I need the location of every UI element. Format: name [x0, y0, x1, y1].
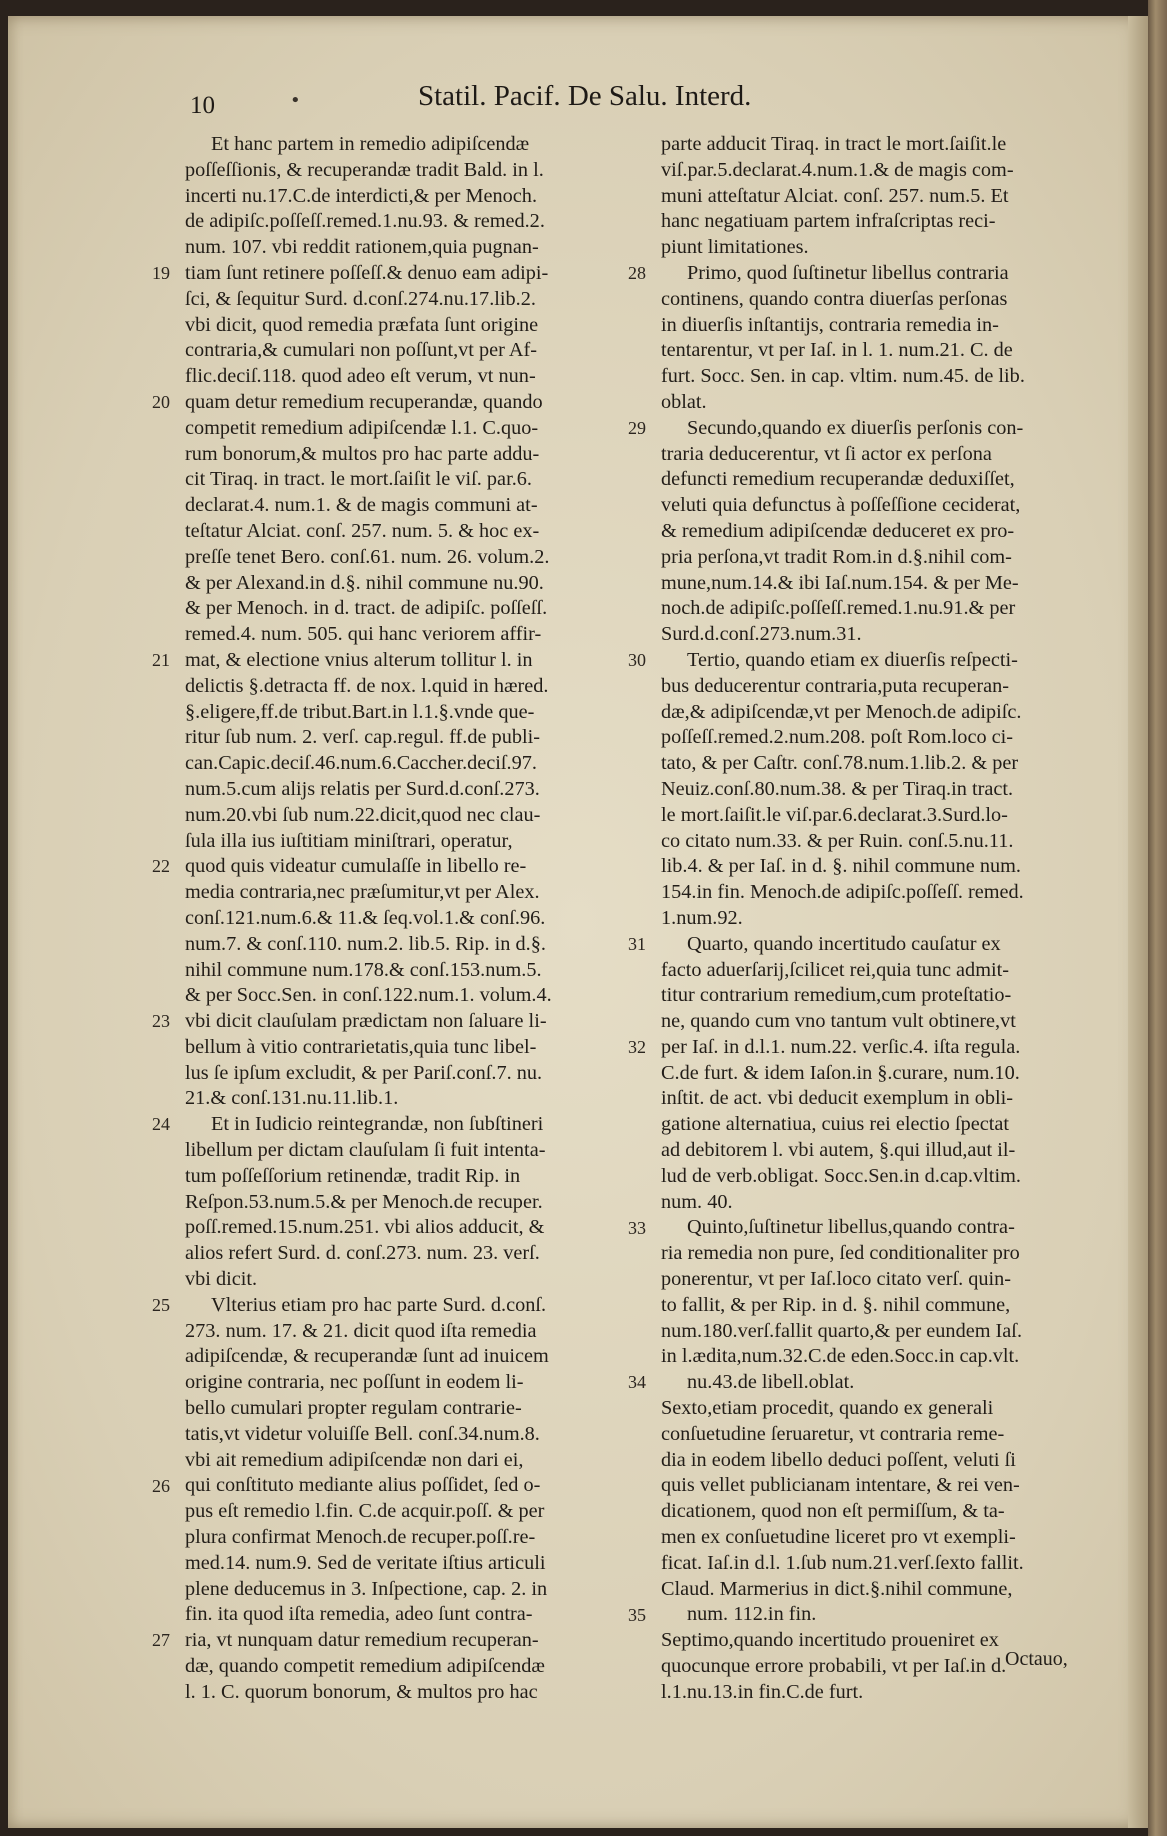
- text-line: & remedium adipiſcendæ deduceret ex pro-: [661, 519, 1015, 542]
- text-line: vbi ait remedium adipiſcendæ non dari ei,: [185, 1448, 524, 1471]
- text-line: per Iaſ. in d.l.1. num.22. verſic.4. iſta regula.: [661, 1035, 1021, 1058]
- text-line: dæ, quando competit remedium adipiſcendæ: [185, 1655, 545, 1678]
- adjacent-page-edge: [1148, 0, 1167, 1836]
- text-line: ſula illa ius iuſtitiam miniſtrari, operatur,: [185, 829, 513, 852]
- text-line: remed.4. num. 505. qui hanc veriorem affir-: [185, 623, 542, 646]
- text-line: Septimo,quando incertitudo proueniret ex: [661, 1629, 999, 1652]
- text-line: origine contraria, nec poſſunt in eodem li-: [185, 1371, 524, 1394]
- text-line: rum bonorum,& multos pro hac parte addu-: [185, 442, 540, 465]
- text-line: gatione alternatiua, cuius rei electio ſpectat: [661, 1113, 1009, 1136]
- text-line: media contraria,nec præſumitur,vt per Alex.: [185, 881, 540, 904]
- paragraph-number: 27: [152, 1630, 170, 1651]
- text-line: dia in eodem libello deduci poſſent, veluti ſi: [661, 1448, 1016, 1471]
- text-line: defuncti remedium recuperandæ deduxiſſet,: [661, 468, 1015, 491]
- running-title: Statil. Pacif. De Salu. Interd.: [418, 80, 752, 112]
- text-line: bus deducerentur contraria,puta recuperan-: [661, 674, 1009, 697]
- text-line: C.de furt. & idem Iaſon.in §.curare, num.10.: [661, 1061, 1020, 1084]
- paragraph-number: 23: [152, 1011, 170, 1032]
- text-line: tum poſſeſſorium retinendæ, tradit Rip. in: [185, 1164, 521, 1187]
- text-line: num. 107. vbi reddit rationem,quia pugnan-: [185, 236, 539, 259]
- text-line: num.20.vbi ſub num.22.dicit,quod nec clau-: [185, 803, 541, 826]
- folio-number: 10: [190, 92, 215, 119]
- text-line: num. 40.: [661, 1190, 733, 1213]
- text-line: vbi dicit clauſulam prædictam non ſaluare li-: [185, 1010, 547, 1033]
- text-line: pria perſona,vt tradit Rom.in d.§.nihil com-: [661, 545, 1012, 568]
- text-line: cit Tiraq. in tract. le mort.ſaiſit le viſ. par.6.: [185, 468, 532, 491]
- text-line: Sexto,etiam procedit, quando ex generali: [661, 1397, 994, 1420]
- text-line: Surd.d.conſ.273.num.31.: [661, 623, 862, 646]
- text-line: noch.de adipiſc.poſſeſſ.remed.1.nu.91.& per: [661, 597, 1016, 620]
- text-line: lib.4. & per Iaſ. in d. §. nihil commune num.: [661, 855, 1021, 878]
- text-line: alios refert Surd. d. conſ.273. num. 23. verſ.: [185, 1242, 540, 1265]
- text-line: nihil commune num.178.& conſ.153.num.5.: [185, 958, 542, 981]
- text-line: tiam ſunt retinere poſſeſſ.& denuo eam adipi-: [185, 261, 549, 284]
- right-text-column: [661, 132, 1106, 1706]
- text-line: men ex conſuetudine liceret pro vt exempli-: [661, 1526, 1016, 1549]
- text-line: Et in Iudicio reintegrandæ, non ſubſtineri: [211, 1113, 544, 1136]
- text-line: tatis,vt videtur voluiſſe Bell. conſ.34.num.8.: [185, 1422, 540, 1445]
- text-line: to fallit, & per Rip. in d. §. nihil commune,: [661, 1293, 1011, 1316]
- paragraph-number: 34: [628, 1372, 646, 1393]
- text-line: furt. Socc. Sen. in cap. vltim. num.45. de lib.: [661, 365, 1025, 388]
- text-line: libellum per dictam clauſulam ſi fuit intenta-: [185, 1139, 546, 1162]
- paragraph-number: 33: [628, 1217, 646, 1238]
- text-line: piunt limitationes.: [661, 236, 809, 259]
- text-line: quocunque errore probabili, vt per Iaſ.in d.: [661, 1655, 1007, 1678]
- text-line: l.1.nu.13.in fin.C.de furt.: [661, 1680, 864, 1703]
- paragraph-number: 19: [152, 263, 170, 283]
- text-line: quis vellet publicianam intentare, & rei ven-: [661, 1474, 1020, 1497]
- text-line: Et hanc partem in remedio adipiſcendæ: [211, 133, 530, 155]
- text-line: de adipiſc.poſſeſſ.remed.1.nu.93. & remed.2.: [185, 210, 545, 233]
- text-line: 21.& conſ.131.nu.11.lib.1.: [185, 1087, 399, 1110]
- text-line: preſſe tenet Bero. conſ.61. num. 26. volum.2.: [185, 545, 550, 568]
- text-line: plene deducemus in 3. Inſpectione, cap. 2. in: [185, 1577, 548, 1600]
- text-line: in diuerſis inſtantijs, contraria remedia in-: [661, 313, 999, 336]
- text-line: traria deducerentur, vt ſi actor ex perſona: [661, 442, 992, 465]
- paragraph-number: 24: [152, 1114, 170, 1135]
- text-line: vbi dicit.: [185, 1268, 258, 1291]
- left-text-column: [185, 132, 625, 1706]
- text-line: teſtatur Alciat. conſ. 257. num. 5. & hoc ex-: [185, 519, 540, 542]
- text-line: ponerentur, vt per Iaſ.loco citato verſ. quin-: [661, 1268, 1012, 1291]
- catchword: Octauo,: [1005, 1648, 1068, 1670]
- text-line: quam detur remedium recuperandæ, quando: [185, 390, 543, 413]
- text-line: ficat. Iaſ.in d.l. 1.ſub num.21.verſ.ſexto fallit.: [661, 1551, 1024, 1574]
- text-line: qui conſtituto mediante alius poſſidet, ſed o-: [185, 1474, 541, 1497]
- text-line: viſ.par.5.declarat.4.num.1.& de magis com-: [661, 158, 1014, 181]
- text-line: hanc negatiuam partem infraſcriptas reci-: [661, 210, 996, 233]
- text-line: §.eligere,ff.de tribut.Bart.in l.1.§.vnde que-: [185, 700, 535, 723]
- paragraph-number: 25: [152, 1295, 170, 1315]
- text-line: lud de verb.obligat. Socc.Sen.in d.cap.vltim.: [661, 1164, 1021, 1187]
- text-line: can.Capic.deciſ.46.num.6.Caccher.deciſ.97.: [185, 752, 537, 775]
- text-line: bellum à vitio contrarietatis,quia tunc libel-: [185, 1035, 537, 1058]
- text-line: incerti nu.17.C.de interdicti,& per Menoch.: [185, 184, 538, 207]
- text-line: plura confirmat Menoch.de recuper.poſſ.re-: [185, 1526, 536, 1549]
- paragraph-number: 31: [628, 933, 646, 954]
- text-line: 1.num.92.: [661, 906, 743, 929]
- text-line: nu.43.de libell.oblat.: [687, 1371, 855, 1394]
- text-line: Vlterius etiam pro hac parte Surd. d.conſ.: [211, 1293, 547, 1316]
- text-line: flic.deciſ.118. quod adeo eſt verum, vt nun-: [185, 365, 536, 388]
- text-line: ne, quando cum vno tantum vult obtinere,vt: [661, 1010, 1016, 1033]
- text-line: Secundo,quando ex diuerſis perſonis con-: [687, 416, 1024, 439]
- text-line: delictis §.detracta ff. de nox. l.quid in hæred.: [185, 674, 549, 697]
- text-line: tato, & per Caſtr. conſ.78.num.1.lib.2. & per: [661, 752, 1019, 775]
- text-line: mat, & electione vnius alterum tollitur l. in: [185, 648, 533, 671]
- text-line: muni atteſtatur Alciat. conſ. 257. num.5. Et: [661, 184, 1009, 207]
- paragraph-number: 26: [152, 1475, 170, 1496]
- paragraph-number: 28: [628, 263, 646, 283]
- text-line: adipiſcendæ, & recuperandæ ſunt ad inuicem: [185, 1345, 549, 1368]
- ink-mark: •: [290, 90, 301, 111]
- text-line: pus eſt remedio l.fin. C.de acquir.poſſ. & per: [185, 1500, 545, 1523]
- text-line: 154.in fin. Menoch.de adipiſc.poſſeſſ. remed.: [661, 881, 1024, 904]
- text-line: num. 112.in fin.: [687, 1603, 817, 1626]
- text-line: ad debitorem l. vbi autem, §.qui illud,aut il-: [661, 1139, 1016, 1162]
- text-line: & per Socc.Sen. in conſ.122.num.1. volum.4.: [185, 984, 552, 1007]
- text-line: oblat.: [661, 390, 707, 413]
- text-line: ria remedia non pure, ſed conditionaliter pro: [661, 1242, 1020, 1265]
- text-line: Neuiz.conſ.80.num.38. & per Tiraq.in tract.: [661, 777, 1014, 800]
- text-line: med.14. num.9. Sed de veritate iſtius articuli: [185, 1551, 546, 1574]
- text-line: fin. ita quod iſta remedia, adeo ſunt contra-: [185, 1603, 533, 1626]
- text-line: le mort.ſaiſit.le viſ.par.6.declarat.3.Surd.lo-: [661, 803, 1008, 826]
- text-line: ria, vt nunquam datur remedium recuperan-: [185, 1629, 539, 1652]
- text-line: lus ſe ipſum excludit, & per Pariſ.conſ.7. nu.: [185, 1061, 543, 1084]
- paragraph-number: 20: [152, 392, 170, 412]
- text-line: Tertio, quando etiam ex diuerſis reſpecti-: [687, 648, 1018, 671]
- text-line: num.5.cum alijs relatis per Surd.d.conſ.273.: [185, 777, 540, 800]
- text-line: bello cumulari propter regulam contrarie-: [185, 1397, 522, 1420]
- text-line: Claud. Marmerius in dict.§.nihil commune,: [661, 1577, 1013, 1600]
- text-line: l. 1. C. quorum bonorum, & multos pro hac: [185, 1680, 538, 1703]
- text-line: conſuetudine ſeruaretur, vt contraria reme-: [661, 1422, 1005, 1445]
- paragraph-number: 30: [628, 650, 646, 670]
- text-line: dicationem, quod non eſt permiſſum, & ta-: [661, 1500, 1005, 1523]
- text-line: facto aduerſarij,ſcilicet rei,quia tunc admit-: [661, 958, 1009, 981]
- paragraph-number: 29: [628, 417, 646, 438]
- text-line: poſſeſſ.remed.2.num.208. poſt Rom.loco ci-: [661, 726, 1014, 749]
- text-line: poſſ.remed.15.num.251. vbi alios adducit, &: [185, 1216, 545, 1239]
- text-line: 273. num. 17. & 21. dicit quod iſta remedia: [185, 1319, 537, 1342]
- text-line: Quarto, quando incertitudo cauſatur ex: [687, 932, 1001, 955]
- text-line: & per Menoch. in d. tract. de adipiſc. poſſeſſ.: [185, 597, 548, 620]
- text-line: parte adducit Tiraq. in tract le mort.ſaiſit.le: [661, 133, 1007, 155]
- text-line: vbi dicit, quod remedia præfata ſunt origine: [185, 313, 539, 336]
- text-line: dæ,& adipiſcendæ,vt per Menoch.de adipiſc.: [661, 700, 1022, 723]
- text-line: num.180.verſ.fallit quarto,& per eundem Iaſ.: [661, 1319, 1023, 1342]
- text-line: tentarentur, vt per Iaſ. in l. 1. num.21. C. de: [661, 339, 1013, 362]
- text-line: competit remedium adipiſcendæ l.1. C.quo-: [185, 416, 539, 439]
- text-line: contraria,& cumulari non poſſunt,vt per Af-: [185, 339, 538, 362]
- paragraph-number: 35: [628, 1604, 646, 1625]
- text-line: titur contrarium remedium,cum proteſtatio-: [661, 984, 1012, 1007]
- text-line: ritur ſub num. 2. verſ. cap.regul. ff.de publi-: [185, 726, 541, 749]
- paragraph-number: 21: [152, 650, 170, 670]
- paragraph-number: 22: [152, 856, 170, 877]
- text-line: continens, quando contra diuerſas perſonas: [661, 287, 1008, 310]
- text-line: declarat.4. num.1. & de magis communi at-: [185, 494, 538, 517]
- text-line: inſtit. de act. vbi deducit exemplum in obli-: [661, 1087, 1014, 1110]
- text-line: conſ.121.num.6.& 11.& ſeq.vol.1.& conſ.96.: [185, 906, 546, 929]
- text-line: co citato num.33. & per Ruin. conſ.5.nu.11.: [661, 829, 1014, 852]
- text-line: veluti quia defunctus à poſſeſſione ceciderat,: [661, 494, 1021, 517]
- text-line: mune,num.14.& ibi Iaſ.num.154. & per Me-: [661, 571, 1019, 594]
- text-line: ſci, & ſequitur Surd. d.conſ.274.nu.17.lib.2.: [185, 287, 536, 310]
- text-line: quod quis videatur cumulaſſe in libello re-: [185, 855, 527, 878]
- text-line: in l.ædita,num.32.C.de eden.Socc.in cap.vlt.: [661, 1345, 1020, 1368]
- text-line: Primo, quod ſuſtinetur libellus contraria: [687, 261, 1009, 284]
- text-line: Reſpon.53.num.5.& per Menoch.de recuper.: [185, 1190, 543, 1213]
- text-line: & per Alexand.in d.§. nihil commune nu.90.: [185, 571, 544, 594]
- text-line: poſſeſſionis, & recuperandæ tradit Bald. in l.: [185, 158, 544, 181]
- page-edge: [1128, 16, 1148, 1828]
- text-line: Quinto,ſuſtinetur libellus,quando contra-: [687, 1216, 1015, 1239]
- paragraph-number: 32: [628, 1037, 646, 1057]
- text-line: num.7. & conſ.110. num.2. lib.5. Rip. in d.§.: [185, 932, 546, 955]
